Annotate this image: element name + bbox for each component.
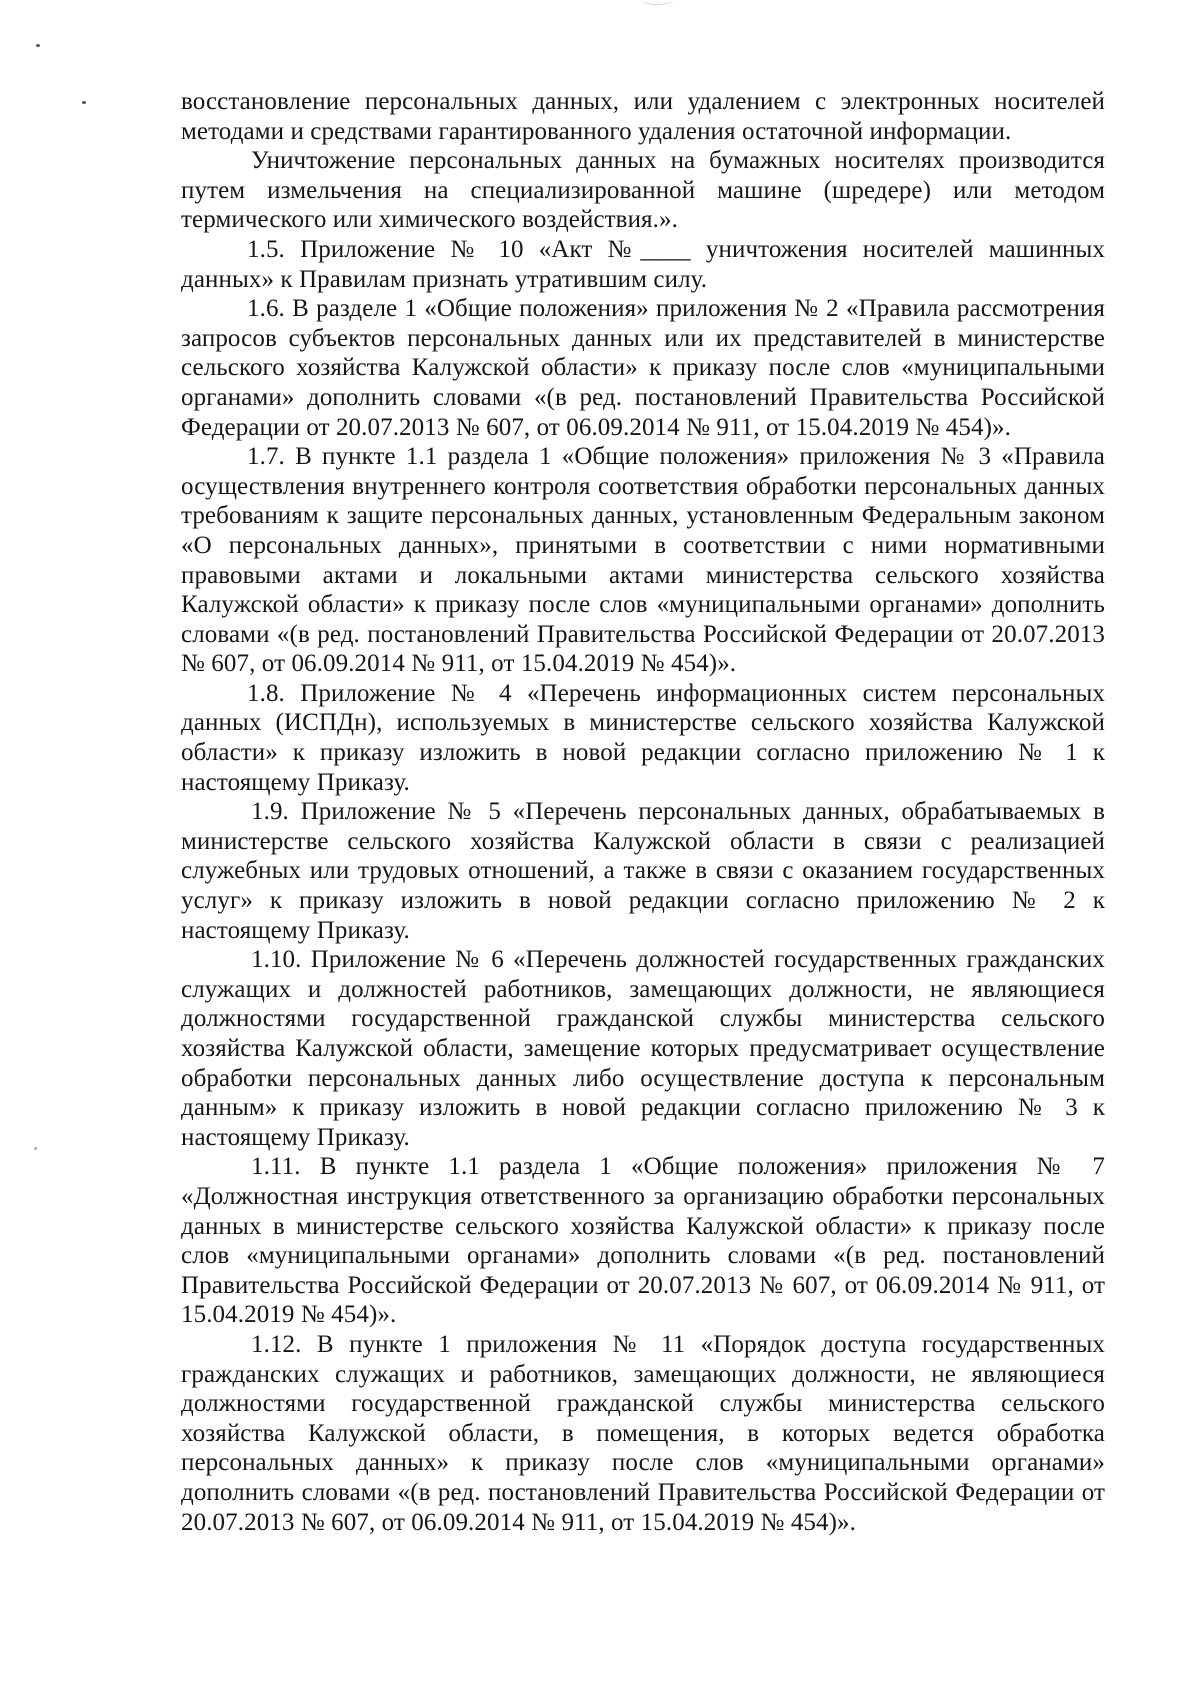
paragraph: 1.9. Приложение № 5 «Перечень персональных данных, обрабатываемых в министерстве сельского хозяйства Калужской области в связи с реализацией служебных или трудовых отношений, а также в связи с оказанием государственных услуг» к приказу изложить в новой редакции согласно приложению № 2 к настоящему Приказу.: [181, 798, 1105, 944]
paragraph: 1.10. Приложение № 6 «Перечень должностей государственных гражданских служащих и должностей работников, замещающих должности, не являющиеся должностями государственной гражданской службы министерства сельского хозяйства Калужской области, замещение которых предусматривает осуществление обработки персональных данных либо осуществление доступа к персональным данным» к приказу изложить в новой редакции согласно приложению № 3 к настоящему Приказу.: [181, 946, 1105, 1151]
paragraph: 1.7. В пункте 1.1 раздела 1 «Общие положения» приложения № 3 «Правила осуществления внутреннего контроля соответствия обработки персональных данных требованиям к защите персональных данных, установленным Федеральным законом «О персональных данных», принятыми в соответствии с ними нормативными правовыми актами и локальными актами министерства сельского хозяйства Калужской области» к приказу после слов «муниципальными органами» дополнить словами «(в ред. постановлений Правительства Российской Федерации от 20.07.2013 № 607, от 06.09.2014 № 911, от 15.04.2019 № 454)».: [181, 443, 1105, 678]
scan-edge-mark: [640, 0, 674, 5]
paragraph: 1.8. Приложение № 4 «Перечень информационных систем персональных данных (ИСПДн), используемых в министерстве сельского хозяйства Калужской области» к приказу изложить в новой редакции согласно приложению № 1 к настоящему Приказу.: [181, 679, 1105, 796]
paragraph: 1.5. Приложение № 10 «Акт №____ уничтожения носителей машинных данных» к Правилам признать утратившим силу.: [181, 235, 1105, 293]
paragraph: 1.11. В пункте 1.1 раздела 1 «Общие положения» приложения № 7 «Должностная инструкция ответственного за организацию обработки персональных данных в министерстве сельского хозяйства Калужской области» к приказу после слов «муниципальными органами» дополнить словами «(в ред. постановлений Правительства Российской Федерации от 20.07.2013 № 607, от 06.09.2014 № 911, от 15.04.2019 № 454)».: [181, 1153, 1105, 1329]
document-body: [181, 87, 1105, 1537]
scan-speck: [36, 44, 40, 47]
scan-speck: [34, 1147, 37, 1150]
paragraph: восстановление персональных данных, или удалением с электронных носителей методами и средствами гарантированного удаления остаточной информации.: [181, 88, 1105, 145]
paragraph: 1.12. В пункте 1 приложения № 11 «Порядок доступа государственных гражданских служащих и работников, замещающих должности, не являющиеся должностями государственной гражданской службы министерства сельского хозяйства Калужской области, в помещения, в которых ведется обработка персональных данных» к приказу после слов «муниципальными органами» дополнить словами «(в ред. постановлений Правительства Российской Федерации от 20.07.2013 № 607, от 06.09.2014 № 911, от 15.04.2019 № 454)».: [181, 1330, 1105, 1536]
scan-speck: [82, 101, 86, 104]
paragraph: 1.6. В разделе 1 «Общие положения» приложения № 2 «Правила рассмотрения запросов субъектов персональных данных или их представителей в министерстве сельского хозяйства Калужской области» к приказу после слов «муниципальными органами» дополнить словами «(в ред. постановлений Правительства Российской Федерации от 20.07.2013 № 607, от 06.09.2014 № 911, от 15.04.2019 № 454)».: [181, 295, 1105, 441]
paragraph: Уничтожение персональных данных на бумажных носителях производится путем измельчения на специализированной машине (шредере) или методом термического или химического воздействия.».: [181, 147, 1105, 234]
